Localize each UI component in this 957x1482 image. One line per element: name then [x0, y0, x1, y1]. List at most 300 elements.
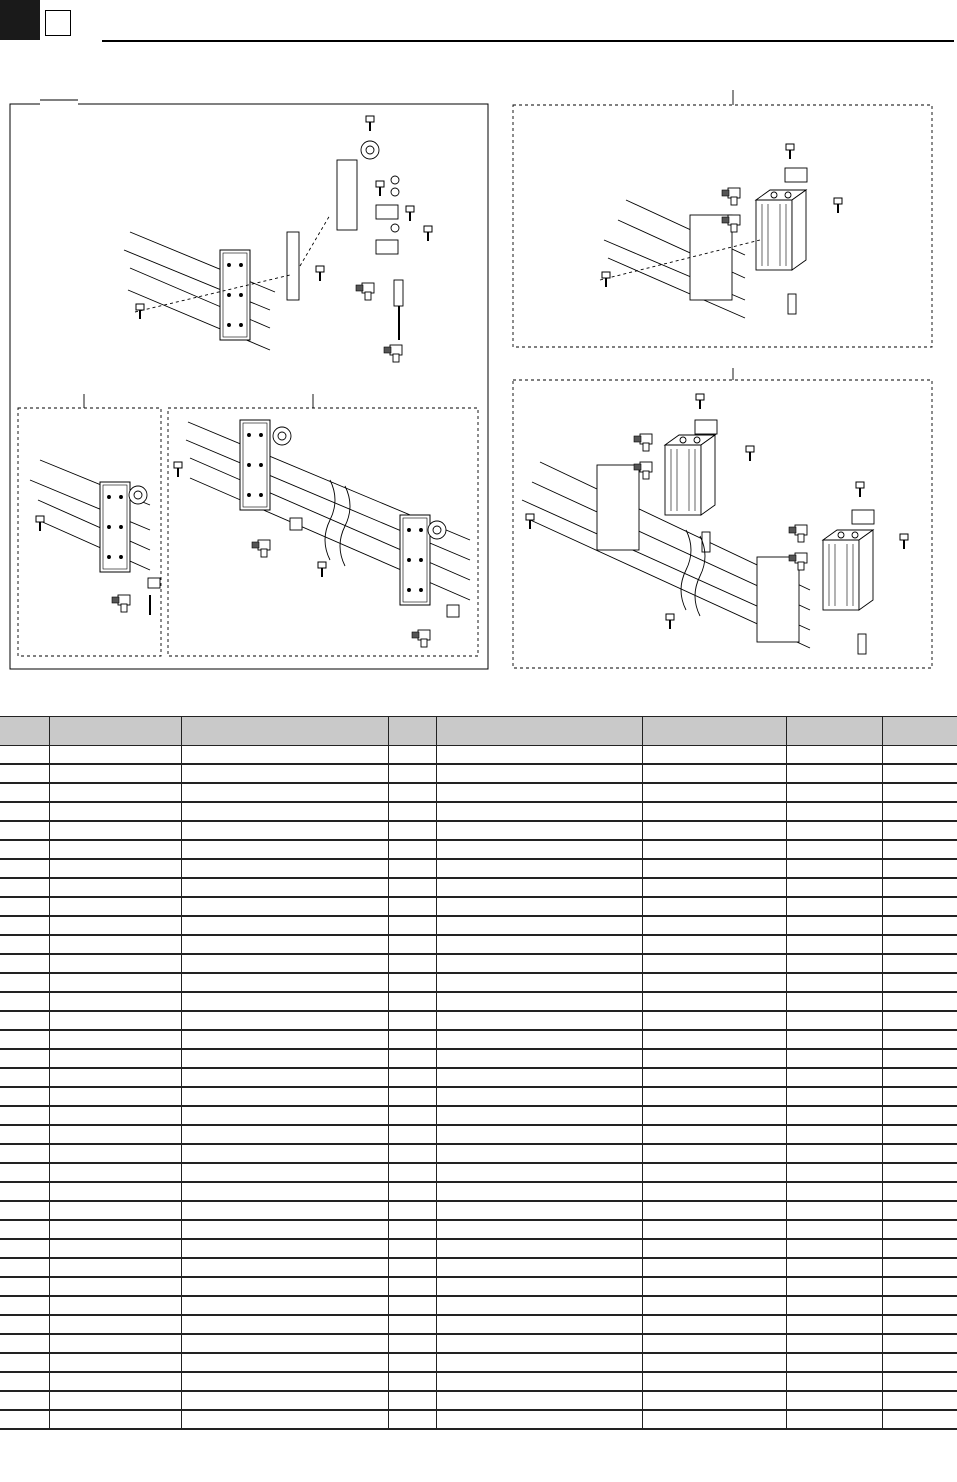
table-cell: [181, 1296, 388, 1315]
table-cell: [0, 1182, 49, 1201]
table-cell: [181, 802, 388, 821]
table-cell: [181, 992, 388, 1011]
table-cell: [642, 1030, 786, 1049]
table-cell: [882, 1125, 957, 1144]
table-cell: [642, 954, 786, 973]
table-cell: [642, 992, 786, 1011]
table-cell: [49, 1239, 181, 1258]
table-cell: [0, 1030, 49, 1049]
table-cell: [642, 1334, 786, 1353]
table-cell: [181, 783, 388, 802]
table-cell: [0, 1334, 49, 1353]
table-cell: [49, 954, 181, 973]
table-cell: [642, 764, 786, 783]
table-cell: [786, 764, 882, 783]
table-cell: [882, 1030, 957, 1049]
table-cell: [436, 1182, 642, 1201]
table-cell: [388, 1163, 436, 1182]
table-cell: [0, 840, 49, 859]
table-cell: [436, 1049, 642, 1068]
table-cell: [388, 821, 436, 840]
table-cell: [436, 859, 642, 878]
table-cell: [882, 973, 957, 992]
table-cell: [181, 1163, 388, 1182]
table-cell: [436, 1220, 642, 1239]
table-row: [0, 1277, 957, 1296]
table-cell: [388, 973, 436, 992]
table-cell: [642, 1315, 786, 1334]
table-cell: [181, 1106, 388, 1125]
table-cell: [882, 1334, 957, 1353]
table-cell: [49, 935, 181, 954]
table-cell: [388, 935, 436, 954]
column-header: [642, 717, 786, 746]
column-header: [49, 717, 181, 746]
column-header: [388, 717, 436, 746]
table-cell: [388, 1277, 436, 1296]
column-header: [0, 717, 49, 746]
table-cell: [49, 916, 181, 935]
table-cell: [181, 1258, 388, 1277]
table-cell: [882, 1353, 957, 1372]
table-cell: [642, 840, 786, 859]
table-cell: [388, 1011, 436, 1030]
table-cell: [642, 859, 786, 878]
table-cell: [49, 1011, 181, 1030]
table-cell: [786, 916, 882, 935]
table-cell: [388, 1106, 436, 1125]
table-cell: [436, 1087, 642, 1106]
table-cell: [388, 1315, 436, 1334]
table-row: [0, 802, 957, 821]
table-row: [0, 1296, 957, 1315]
table-cell: [0, 764, 49, 783]
table-cell: [181, 1277, 388, 1296]
table-cell: [786, 1315, 882, 1334]
table-cell: [786, 1277, 882, 1296]
table-cell: [436, 746, 642, 765]
table-cell: [642, 973, 786, 992]
table-cell: [388, 1144, 436, 1163]
table-cell: [436, 1334, 642, 1353]
table-row: [0, 1410, 957, 1429]
table-cell: [882, 954, 957, 973]
table-cell: [0, 1068, 49, 1087]
table-cell: [388, 802, 436, 821]
table-cell: [436, 935, 642, 954]
table-cell: [882, 878, 957, 897]
table-cell: [49, 1125, 181, 1144]
table-cell: [642, 1201, 786, 1220]
table-cell: [181, 1239, 388, 1258]
table-cell: [49, 859, 181, 878]
table-cell: [436, 1125, 642, 1144]
table-cell: [388, 878, 436, 897]
table-cell: [0, 746, 49, 765]
table-cell: [882, 783, 957, 802]
table-cell: [436, 916, 642, 935]
table-cell: [436, 1410, 642, 1429]
cylinder-assembly-double: [513, 368, 932, 668]
table-cell: [882, 916, 957, 935]
table-cell: [388, 840, 436, 859]
table-cell: [49, 1106, 181, 1125]
table-cell: [786, 1125, 882, 1144]
table-cell: [786, 1087, 882, 1106]
table-cell: [388, 1030, 436, 1049]
table-cell: [0, 1315, 49, 1334]
table-cell: [181, 1068, 388, 1087]
table-cell: [0, 1391, 49, 1410]
table-cell: [181, 1182, 388, 1201]
table-row: [0, 1106, 957, 1125]
table-cell: [642, 1087, 786, 1106]
table-cell: [49, 1258, 181, 1277]
table-cell: [49, 1201, 181, 1220]
table-cell: [882, 1391, 957, 1410]
table-cell: [0, 1410, 49, 1429]
table-header-row: [0, 717, 957, 746]
table-cell: [0, 783, 49, 802]
table-cell: [181, 764, 388, 783]
table-cell: [786, 1106, 882, 1125]
table-cell: [786, 746, 882, 765]
table-cell: [388, 1201, 436, 1220]
table-row: [0, 1353, 957, 1372]
table-cell: [882, 1011, 957, 1030]
table-cell: [642, 1182, 786, 1201]
table-cell: [388, 1391, 436, 1410]
table-cell: [436, 1239, 642, 1258]
table-cell: [642, 1296, 786, 1315]
table-cell: [436, 1201, 642, 1220]
table-cell: [181, 1372, 388, 1391]
table-cell: [0, 897, 49, 916]
table-cell: [388, 1125, 436, 1144]
table-row: [0, 916, 957, 935]
table-row: [0, 783, 957, 802]
table-row: [0, 1011, 957, 1030]
table-cell: [882, 1087, 957, 1106]
table-cell: [388, 954, 436, 973]
table-cell: [0, 1258, 49, 1277]
table-cell: [642, 1277, 786, 1296]
table-cell: [388, 1258, 436, 1277]
table-cell: [786, 1334, 882, 1353]
table-row: [0, 1258, 957, 1277]
table-cell: [388, 1296, 436, 1315]
table-cell: [786, 1372, 882, 1391]
table-row: [0, 1334, 957, 1353]
table-cell: [181, 954, 388, 973]
column-header: [882, 717, 957, 746]
table-cell: [388, 992, 436, 1011]
table-cell: [436, 973, 642, 992]
table-cell: [642, 935, 786, 954]
table-cell: [388, 746, 436, 765]
table-cell: [0, 859, 49, 878]
table-cell: [436, 1315, 642, 1334]
table-cell: [181, 1410, 388, 1429]
table-cell: [642, 1144, 786, 1163]
cylinder-assembly-single: [513, 90, 932, 347]
table-cell: [0, 802, 49, 821]
table-cell: [642, 821, 786, 840]
table-cell: [181, 1353, 388, 1372]
table-cell: [642, 1258, 786, 1277]
table-row: [0, 897, 957, 916]
table-row: [0, 1182, 957, 1201]
table-cell: [181, 897, 388, 916]
table-row: [0, 1087, 957, 1106]
table-cell: [436, 1106, 642, 1125]
table-cell: [0, 821, 49, 840]
main-assembly: [124, 116, 432, 362]
table-cell: [181, 1315, 388, 1334]
table-row: [0, 954, 957, 973]
table-cell: [388, 1068, 436, 1087]
table-cell: [0, 1201, 49, 1220]
table-cell: [786, 897, 882, 916]
table-cell: [882, 1163, 957, 1182]
table-cell: [882, 840, 957, 859]
table-cell: [0, 954, 49, 973]
table-cell: [882, 1315, 957, 1334]
table-cell: [436, 1391, 642, 1410]
table-row: [0, 935, 957, 954]
table-cell: [786, 1068, 882, 1087]
table-cell: [0, 1125, 49, 1144]
table-row: [0, 992, 957, 1011]
table-row: [0, 1125, 957, 1144]
table-cell: [882, 1106, 957, 1125]
table-cell: [882, 1258, 957, 1277]
table-row: [0, 859, 957, 878]
table-cell: [0, 1106, 49, 1125]
table-cell: [49, 783, 181, 802]
table-cell: [882, 1049, 957, 1068]
table-cell: [436, 1011, 642, 1030]
table-cell: [786, 1258, 882, 1277]
table-cell: [436, 1258, 642, 1277]
table-cell: [388, 1220, 436, 1239]
table-cell: [181, 859, 388, 878]
table-cell: [786, 1353, 882, 1372]
table-cell: [181, 1125, 388, 1144]
table-cell: [642, 878, 786, 897]
table-cell: [436, 783, 642, 802]
table-cell: [388, 1087, 436, 1106]
table-cell: [642, 1011, 786, 1030]
table-cell: [642, 1163, 786, 1182]
table-cell: [786, 802, 882, 821]
table-cell: [786, 859, 882, 878]
table-row: [0, 1239, 957, 1258]
table-cell: [49, 1391, 181, 1410]
table-cell: [49, 840, 181, 859]
table-row: [0, 821, 957, 840]
table-cell: [0, 1163, 49, 1182]
table-cell: [786, 1220, 882, 1239]
table-cell: [642, 1125, 786, 1144]
table-cell: [786, 992, 882, 1011]
table-cell: [786, 973, 882, 992]
table-cell: [642, 1239, 786, 1258]
table-cell: [49, 897, 181, 916]
table-cell: [49, 1334, 181, 1353]
table-cell: [882, 1220, 957, 1239]
table-cell: [0, 1353, 49, 1372]
table-cell: [786, 1201, 882, 1220]
table-cell: [0, 916, 49, 935]
table-cell: [0, 1220, 49, 1239]
table-row: [0, 746, 957, 765]
table-cell: [49, 1277, 181, 1296]
table-cell: [181, 1049, 388, 1068]
table-cell: [0, 1372, 49, 1391]
table-cell: [786, 783, 882, 802]
table-cell: [786, 1011, 882, 1030]
variant-a: [18, 394, 161, 656]
table-cell: [786, 878, 882, 897]
table-cell: [786, 1410, 882, 1429]
table-cell: [642, 897, 786, 916]
table-cell: [786, 1049, 882, 1068]
table-cell: [181, 840, 388, 859]
table-cell: [642, 916, 786, 935]
table-cell: [49, 992, 181, 1011]
table-cell: [388, 783, 436, 802]
table-cell: [0, 1144, 49, 1163]
table-cell: [642, 1068, 786, 1087]
table-cell: [882, 1182, 957, 1201]
table-cell: [882, 1144, 957, 1163]
table-row: [0, 1144, 957, 1163]
table-cell: [882, 746, 957, 765]
table-cell: [181, 1030, 388, 1049]
table-row: [0, 1220, 957, 1239]
table-cell: [49, 802, 181, 821]
table-row: [0, 764, 957, 783]
table-cell: [49, 1372, 181, 1391]
table-cell: [181, 1334, 388, 1353]
table-cell: [882, 1068, 957, 1087]
table-cell: [181, 916, 388, 935]
table-cell: [882, 802, 957, 821]
column-header: [786, 717, 882, 746]
table-cell: [642, 783, 786, 802]
table-row: [0, 1030, 957, 1049]
table-cell: [388, 1334, 436, 1353]
table-cell: [181, 821, 388, 840]
table-cell: [388, 1410, 436, 1429]
table-cell: [49, 1087, 181, 1106]
table-cell: [642, 1372, 786, 1391]
table-cell: [436, 1372, 642, 1391]
table-cell: [181, 1391, 388, 1410]
table-cell: [49, 764, 181, 783]
table-cell: [642, 1220, 786, 1239]
table-cell: [882, 897, 957, 916]
table-cell: [786, 954, 882, 973]
table-cell: [642, 1391, 786, 1410]
table-cell: [0, 878, 49, 897]
table-cell: [388, 1049, 436, 1068]
table-cell: [49, 746, 181, 765]
table-cell: [0, 1087, 49, 1106]
table-cell: [0, 973, 49, 992]
table-cell: [786, 1239, 882, 1258]
table-cell: [882, 992, 957, 1011]
table-cell: [882, 1296, 957, 1315]
table-row: [0, 1163, 957, 1182]
table-cell: [642, 1410, 786, 1429]
table-cell: [181, 1087, 388, 1106]
table-row: [0, 1201, 957, 1220]
table-cell: [49, 878, 181, 897]
table-cell: [882, 1410, 957, 1429]
table-cell: [436, 1277, 642, 1296]
table-cell: [436, 1144, 642, 1163]
table-cell: [882, 935, 957, 954]
table-cell: [436, 897, 642, 916]
table-cell: [786, 821, 882, 840]
table-cell: [49, 1068, 181, 1087]
table-cell: [642, 746, 786, 765]
parts-table: [0, 716, 957, 1430]
table-cell: [882, 1201, 957, 1220]
variant-b: [168, 394, 478, 656]
table-cell: [49, 973, 181, 992]
table-cell: [436, 1030, 642, 1049]
table-cell: [0, 1239, 49, 1258]
table-cell: [0, 1049, 49, 1068]
table-cell: [642, 1353, 786, 1372]
table-cell: [642, 802, 786, 821]
table-cell: [642, 1106, 786, 1125]
table-row: [0, 1068, 957, 1087]
table-cell: [49, 1163, 181, 1182]
table-cell: [0, 1277, 49, 1296]
table-cell: [786, 1030, 882, 1049]
table-cell: [388, 1182, 436, 1201]
table-cell: [436, 954, 642, 973]
table-cell: [882, 1372, 957, 1391]
table-cell: [181, 935, 388, 954]
table-cell: [49, 1296, 181, 1315]
exploded-view-illustration: [0, 0, 957, 700]
table-cell: [181, 1144, 388, 1163]
table-cell: [436, 1163, 642, 1182]
table-cell: [181, 878, 388, 897]
column-header: [436, 717, 642, 746]
table-cell: [642, 1049, 786, 1068]
table-cell: [49, 1410, 181, 1429]
table-cell: [181, 746, 388, 765]
table-cell: [49, 1315, 181, 1334]
table-cell: [786, 1163, 882, 1182]
table-cell: [388, 1353, 436, 1372]
table-cell: [49, 821, 181, 840]
table-cell: [49, 1030, 181, 1049]
table-cell: [436, 878, 642, 897]
table-cell: [49, 1049, 181, 1068]
table-row: [0, 1049, 957, 1068]
table-row: [0, 1315, 957, 1334]
table-cell: [181, 973, 388, 992]
table-cell: [181, 1011, 388, 1030]
table-cell: [882, 764, 957, 783]
